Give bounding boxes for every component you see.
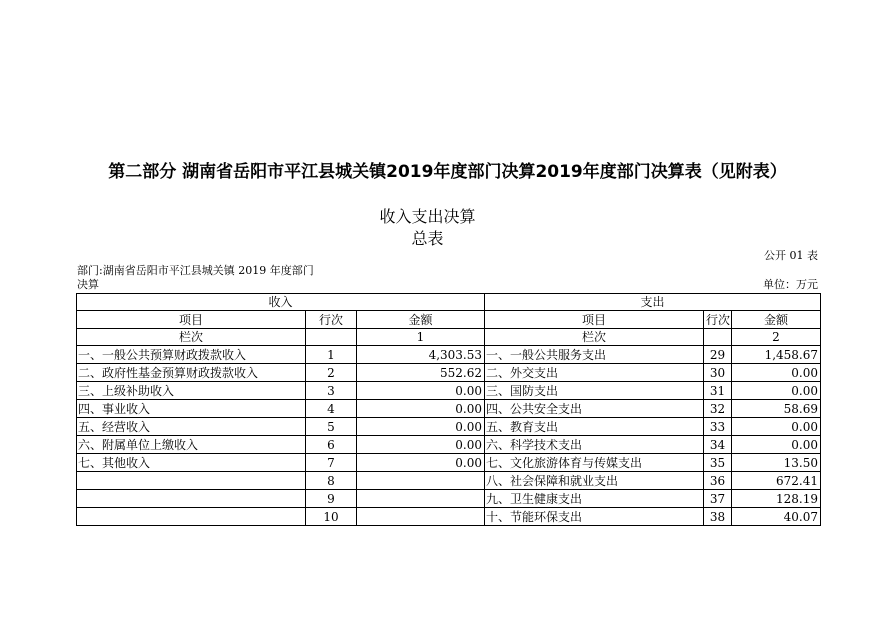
expense-item: 四、公共安全支出 xyxy=(485,400,704,418)
income-amount xyxy=(357,472,485,490)
report-title: 第二部分 湖南省岳阳市平江县城关镇2019年度部门决算2019年度部门决算表（见附表） xyxy=(108,162,787,182)
expense-line: 36 xyxy=(704,472,732,490)
expense-line: 34 xyxy=(704,436,732,454)
table-row xyxy=(77,400,821,418)
income-amount: 0.00 xyxy=(357,382,485,400)
income-item: 六、附属单位上缴收入 xyxy=(77,436,306,454)
expense-item: 二、外交支出 xyxy=(485,364,704,382)
table-row xyxy=(77,490,821,508)
expense-line: 31 xyxy=(704,382,732,400)
income-line: 2 xyxy=(306,364,357,382)
expense-line: 38 xyxy=(704,508,732,526)
income-item xyxy=(77,472,306,490)
expense-amount: 13.50 xyxy=(732,454,821,472)
income-line: 1 xyxy=(306,346,357,364)
expense-item: 九、卫生健康支出 xyxy=(485,490,704,508)
income-item: 三、上级补助收入 xyxy=(77,382,306,400)
expense-line: 35 xyxy=(704,454,732,472)
income-line: 6 xyxy=(306,436,357,454)
expense-item-header: 项目 xyxy=(485,311,704,329)
income-item xyxy=(77,508,306,526)
income-line: 10 xyxy=(306,508,357,526)
income-amount-header: 金额 xyxy=(357,311,485,329)
table-row xyxy=(77,508,821,526)
expense-index-label: 栏次 xyxy=(485,329,704,346)
expense-item: 六、科学技术支出 xyxy=(485,436,704,454)
table-row xyxy=(77,454,821,472)
income-line: 8 xyxy=(306,472,357,490)
expense-item: 三、国防支出 xyxy=(485,382,704,400)
income-index-label: 栏次 xyxy=(77,329,306,346)
expense-line: 33 xyxy=(704,418,732,436)
table-column-header-row xyxy=(77,311,821,329)
expense-amount-header: 金额 xyxy=(732,311,821,329)
income-item-header: 项目 xyxy=(77,311,306,329)
expense-item: 十、节能环保支出 xyxy=(485,508,704,526)
report-subtitle: 收入支出决算 xyxy=(379,207,476,226)
table-index-row xyxy=(77,329,821,346)
expense-line: 32 xyxy=(704,400,732,418)
expense-line: 30 xyxy=(704,364,732,382)
income-item: 五、经营收入 xyxy=(77,418,306,436)
expense-item: 五、教育支出 xyxy=(485,418,704,436)
unit-label: 单位：万元 xyxy=(763,278,818,291)
expense-line: 29 xyxy=(704,346,732,364)
income-amount: 0.00 xyxy=(357,400,485,418)
table-row xyxy=(77,436,821,454)
expense-amount: 672.41 xyxy=(732,472,821,490)
income-amount: 0.00 xyxy=(357,454,485,472)
table-row xyxy=(77,382,821,400)
expense-amount: 58.69 xyxy=(732,400,821,418)
income-item xyxy=(77,490,306,508)
expense-amount: 128.19 xyxy=(732,490,821,508)
income-line: 3 xyxy=(306,382,357,400)
expense-amount: 40.07 xyxy=(732,508,821,526)
income-index-amount: 1 xyxy=(357,329,485,346)
income-amount: 552.62 xyxy=(357,364,485,382)
table-row xyxy=(77,346,821,364)
department-label: 部门:湖南省岳阳市平江县城关镇 2019 年度部门 xyxy=(77,264,314,277)
income-header: 收入 xyxy=(77,294,485,311)
form-code: 公开 01 表 xyxy=(764,249,818,262)
report-subtitle-2: 总表 xyxy=(411,229,444,248)
expense-amount: 0.00 xyxy=(732,436,821,454)
income-item: 二、政府性基金预算财政拨款收入 xyxy=(77,364,306,382)
income-item: 四、事业收入 xyxy=(77,400,306,418)
income-amount: 0.00 xyxy=(357,418,485,436)
table-group-header-row xyxy=(77,294,821,311)
table-row xyxy=(77,364,821,382)
income-expense-table xyxy=(76,293,821,526)
income-amount: 4,303.53 xyxy=(357,346,485,364)
income-line: 9 xyxy=(306,490,357,508)
income-line: 4 xyxy=(306,400,357,418)
income-line-header: 行次 xyxy=(306,311,357,329)
income-item: 一、一般公共预算财政拨款收入 xyxy=(77,346,306,364)
expense-item: 七、文化旅游体育与传媒支出 xyxy=(485,454,704,472)
expense-amount: 1,458.67 xyxy=(732,346,821,364)
income-amount xyxy=(357,490,485,508)
expense-line: 37 xyxy=(704,490,732,508)
expense-item: 一、一般公共服务支出 xyxy=(485,346,704,364)
income-line: 7 xyxy=(306,454,357,472)
income-index-line xyxy=(306,329,357,346)
income-line: 5 xyxy=(306,418,357,436)
income-item: 七、其他收入 xyxy=(77,454,306,472)
expense-amount: 0.00 xyxy=(732,418,821,436)
expense-index-line xyxy=(704,329,732,346)
expense-item: 八、社会保障和就业支出 xyxy=(485,472,704,490)
department-label-continued: 决算 xyxy=(77,278,99,291)
expense-amount: 0.00 xyxy=(732,382,821,400)
expense-index-amount: 2 xyxy=(732,329,821,346)
table-row xyxy=(77,418,821,436)
expense-line-header: 行次 xyxy=(704,311,732,329)
expense-header: 支出 xyxy=(485,294,821,311)
income-amount xyxy=(357,508,485,526)
expense-amount: 0.00 xyxy=(732,364,821,382)
table-row xyxy=(77,472,821,490)
income-amount: 0.00 xyxy=(357,436,485,454)
